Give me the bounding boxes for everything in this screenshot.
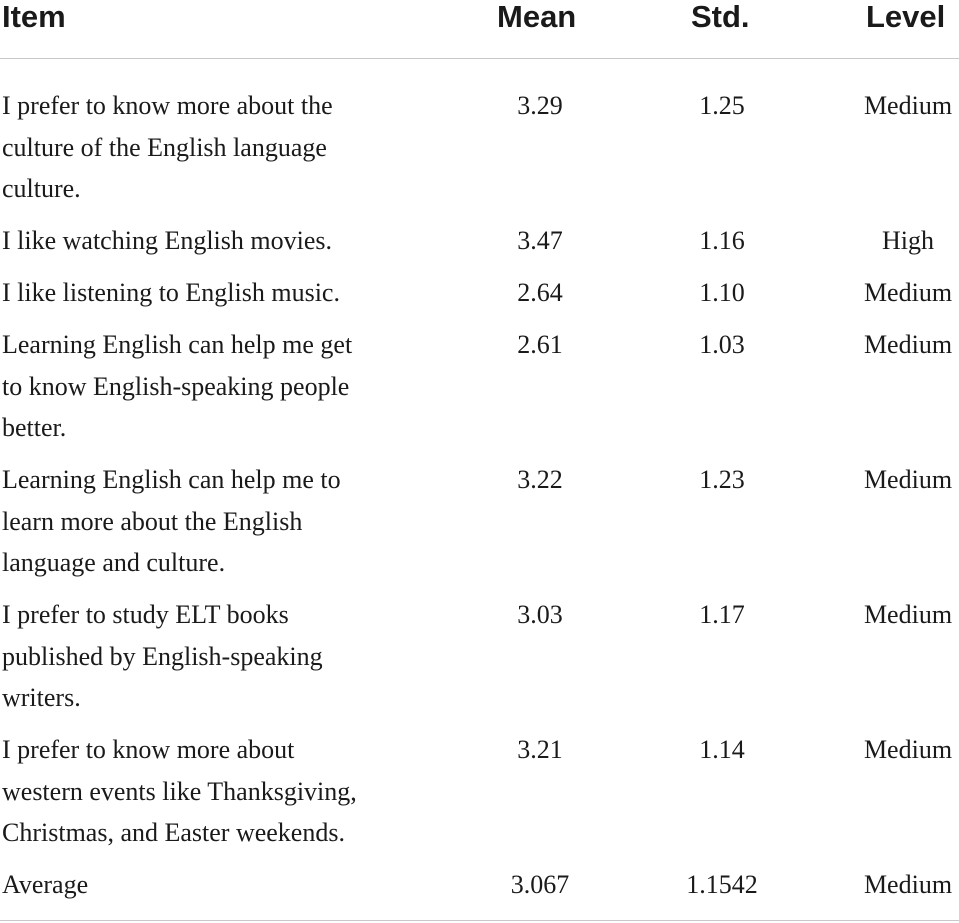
cell-item-line: better. (2, 413, 67, 442)
cell-std: 1.17 (699, 600, 745, 629)
cell-level: Medium (863, 278, 953, 307)
cell-std: 1.25 (699, 91, 745, 120)
cell-mean: 3.03 (517, 600, 563, 629)
cell-mean: 2.61 (517, 330, 563, 359)
table-header (0, 0, 959, 59)
cell-item-line: culture of the English language (2, 132, 327, 162)
cell-item-line: to know English-speaking people (2, 371, 350, 401)
cell-level: Medium (863, 735, 953, 764)
bottom-rule (0, 920, 959, 921)
cell-item-line: I prefer to study ELT books (2, 600, 289, 629)
cell-item (2, 85, 422, 210)
cell-mean: 3.47 (517, 226, 563, 255)
cell-std: 1.23 (699, 465, 745, 494)
cell-item-line: Learning English can help me get (2, 330, 353, 359)
cell-item (2, 324, 422, 449)
cell-mean: 3.21 (517, 735, 563, 764)
cell-item-line: Christmas, and Easter weekends. (2, 818, 345, 847)
cell-item-line: I like listening to English music. (2, 278, 340, 307)
cell-mean: 3.22 (517, 465, 563, 494)
cell-mean: 2.64 (517, 278, 563, 307)
cell-level: Medium (863, 870, 953, 899)
cell-item (2, 729, 422, 854)
cell-mean: 3.067 (510, 870, 570, 899)
cell-level: Medium (863, 330, 953, 359)
cell-item (2, 272, 422, 314)
header-item: Item (2, 0, 66, 34)
cell-std: 1.14 (699, 735, 745, 764)
cell-std: 1.03 (699, 330, 745, 359)
header-level: Level (866, 0, 946, 34)
cell-mean: 3.29 (517, 91, 563, 120)
header-std: Std. (691, 0, 750, 34)
cell-item (2, 864, 422, 906)
cell-item-line: Learning English can help me to (2, 465, 341, 494)
cell-item-line: language and culture. (2, 548, 226, 577)
cell-item (2, 220, 422, 262)
cell-std: 1.1542 (686, 870, 758, 899)
cell-level: Medium (863, 91, 953, 120)
cell-item-line: I prefer to know more about the (2, 91, 333, 120)
header-mean: Mean (497, 0, 577, 34)
cell-item-line: I prefer to know more about (2, 735, 295, 764)
cell-item-line: Average (2, 870, 89, 899)
cell-level: Medium (863, 600, 953, 629)
cell-item (2, 459, 422, 584)
cell-level: High (882, 226, 934, 255)
cell-item-line: culture. (2, 174, 81, 203)
cell-std: 1.10 (699, 278, 745, 307)
cell-item-line: learn more about the English (2, 506, 303, 536)
cell-item-line: I like watching English movies. (2, 226, 333, 255)
cell-std: 1.16 (699, 226, 745, 255)
cell-item (2, 594, 422, 719)
cell-item-line: western events like Thanksgiving, (2, 776, 357, 806)
cell-item-line: writers. (2, 683, 81, 712)
cell-item-line: published by English-speaking (2, 641, 323, 671)
cell-level: Medium (863, 465, 953, 494)
